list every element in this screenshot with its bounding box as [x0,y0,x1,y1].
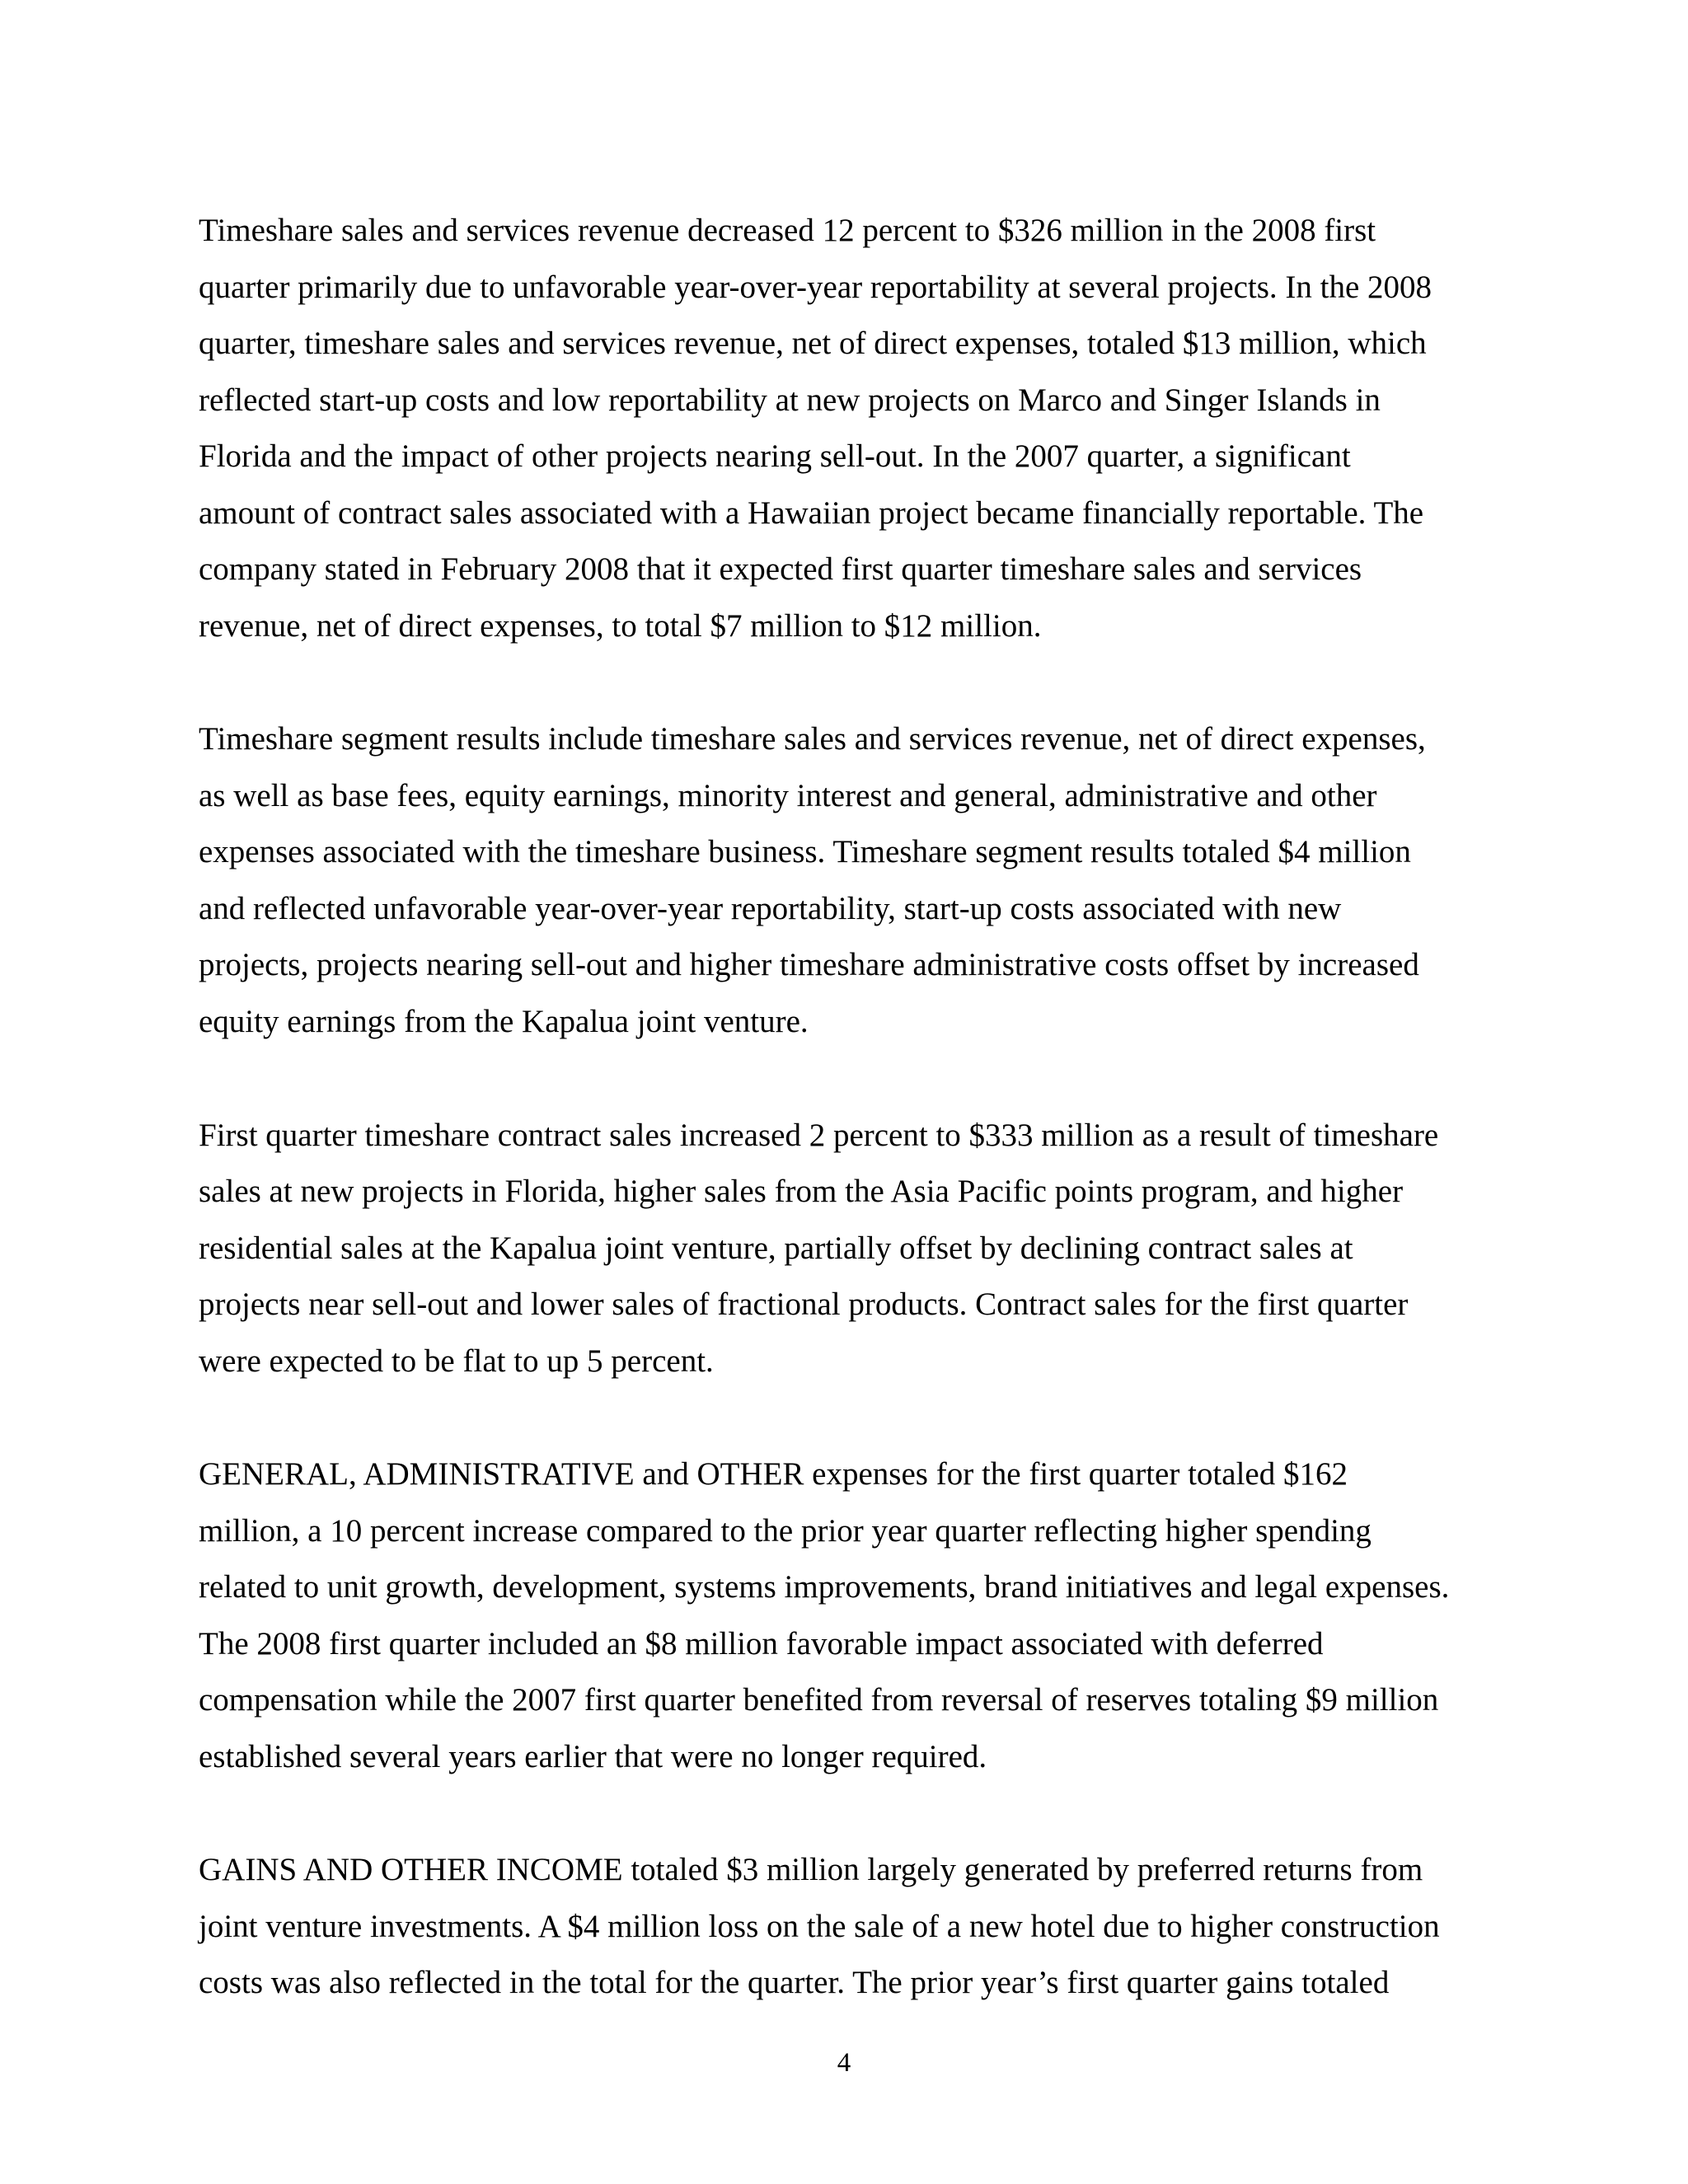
text-line: established several years earlier that were no longer required. [199,1739,987,1774]
text-line: expenses associated with the timeshare business. Timeshare segment results totaled $4 million [199,834,1411,869]
text-line: reflected start-up costs and low reportability at new projects on Marco and Singer Islands in [199,382,1381,418]
text-line: compensation while the 2007 first quarter benefited from reversal of reserves totaling $9 million [199,1682,1439,1718]
text-line: residential sales at the Kapalua joint venture, partially offset by declining contract sales at [199,1230,1353,1266]
text-line: and reflected unfavorable year-over-year reportability, start-up costs associated with new [199,891,1342,926]
text-line: amount of contract sales associated with a Hawaiian project became financially reportable. The [199,495,1424,531]
text-line: First quarter timeshare contract sales increased 2 percent to $333 million as a result of timeshare [199,1118,1439,1153]
text-line: revenue, net of direct expenses, to total $7 million to $12 million. [199,608,1042,644]
text-line: quarter primarily due to unfavorable year-over-year reportability at several projects. In the 2008 [199,269,1432,305]
text-line: sales at new projects in Florida, higher sales from the Asia Pacific points program, and higher [199,1174,1404,1209]
text-line: company stated in February 2008 that it expected first quarter timeshare sales and services [199,551,1362,587]
text-line: were expected to be flat to up 5 percent. [199,1343,714,1379]
text-line: Timeshare sales and services revenue decreased 12 percent to $326 million in the 2008 first [199,213,1376,248]
text-line: Timeshare segment results include timeshare sales and services revenue, net of direct expenses, [199,721,1426,757]
text-line: GAINS AND OTHER INCOME totaled $3 million largely generated by preferred returns from [199,1852,1423,1887]
text-line: The 2008 first quarter included an $8 million favorable impact associated with deferred [199,1626,1324,1661]
text-line: costs was also reflected in the total for the quarter. The prior year’s first quarter gains totaled [199,1965,1390,2000]
text-line: quarter, timeshare sales and services revenue, net of direct expenses, totaled $13 million, which [199,326,1427,361]
text-line: million, a 10 percent increase compared to the prior year quarter reflecting higher spending [199,1513,1372,1549]
text-line: related to unit growth, development, systems improvements, brand initiatives and legal expenses. [199,1569,1450,1605]
text-line: projects, projects nearing sell-out and higher timeshare administrative costs offset by increased [199,947,1419,982]
text-line: projects near sell-out and lower sales of fractional products. Contract sales for the first quarter [199,1286,1409,1322]
text-line: as well as base fees, equity earnings, minority interest and general, administrative and other [199,778,1377,813]
text-line: Florida and the impact of other projects nearing sell-out. In the 2007 quarter, a significant [199,438,1351,474]
text-line: GENERAL, ADMINISTRATIVE and OTHER expenses for the first quarter totaled $162 [199,1456,1348,1492]
text-line: equity earnings from the Kapalua joint venture. [199,1004,809,1039]
page-number: 4 [837,2048,851,2078]
text-line: joint venture investments. A $4 million loss on the sale of a new hotel due to higher construction [199,1909,1440,1944]
